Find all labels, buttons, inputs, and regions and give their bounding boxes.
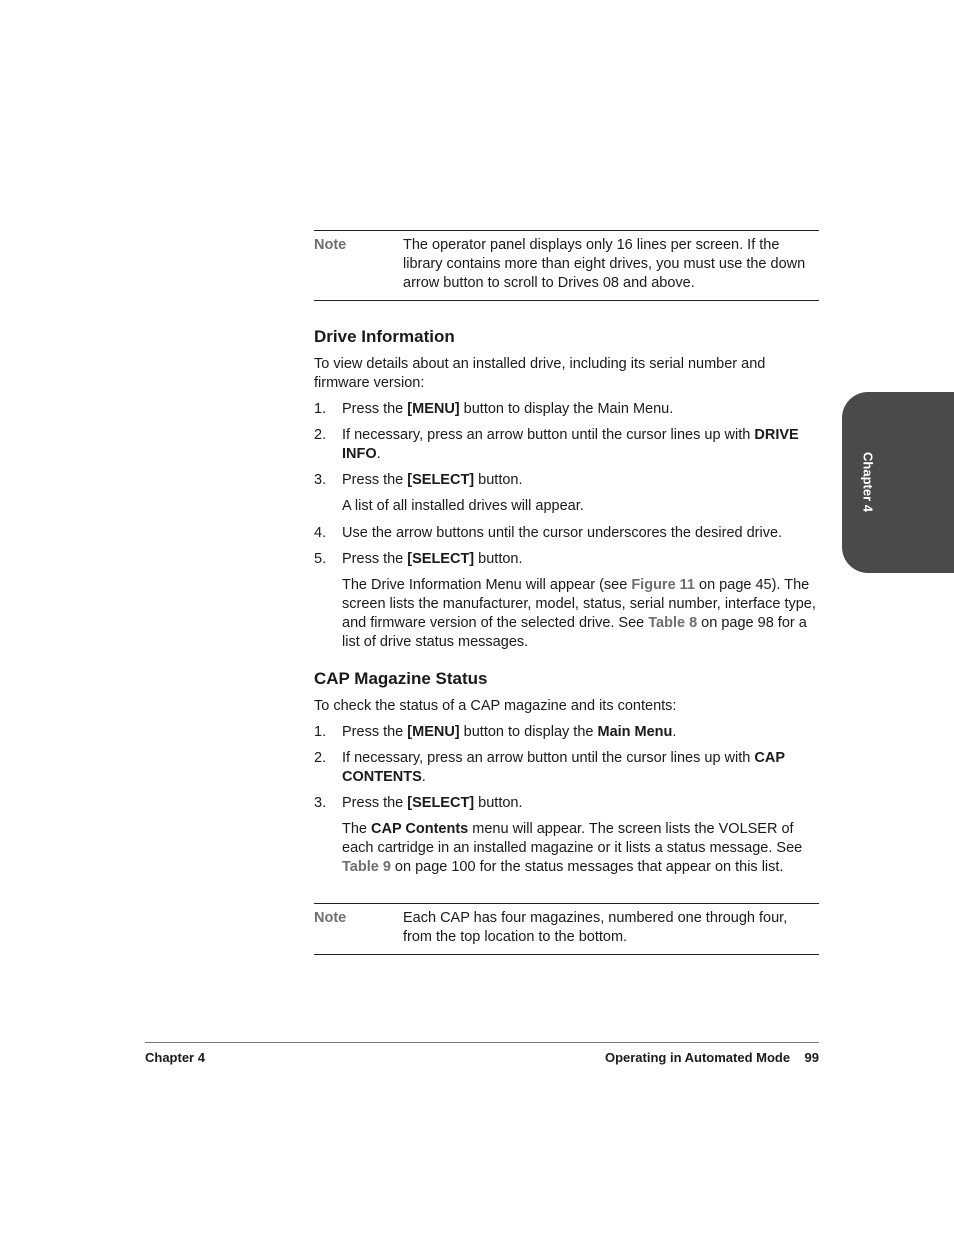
- drive-information-steps: [314, 400, 819, 490]
- list-item: 2. If necessary, press an arrow button until the cursor lines up with CAP CONTENTS.: [314, 750, 785, 785]
- chapter-tab-label: Chapter 4: [860, 452, 876, 512]
- step-result: The CAP Contents menu will appear. The screen lists the VOLSER of each cartridge in an installed magazine or it lists a status message. See Table 9 on page 100 for the status messages that appear on this list.: [342, 821, 803, 875]
- cap-magazine-status-heading: CAP Magazine Status: [314, 669, 488, 688]
- table-link[interactable]: Table 9: [342, 859, 391, 875]
- page-content: [314, 230, 819, 955]
- table-link[interactable]: Table 8: [648, 615, 698, 631]
- figure-link[interactable]: Figure 11: [631, 577, 695, 593]
- note-box-drives: [314, 230, 819, 301]
- note-label: Note: [314, 237, 347, 253]
- list-item: 5. Press the [SELECT] button.: [314, 551, 523, 567]
- drive-information-intro: To view details about an installed drive, including its serial number and firmware version:: [314, 356, 766, 391]
- step-result: The Drive Information Menu will appear (see Figure 11 on page 45). The screen lists the manufacturer, model, status, serial number, interface type, and firmware version of the selected drive. See Table 8 on page 98 for a list of drive status messages.: [342, 577, 816, 650]
- list-item: 3. Press the [SELECT] button.: [314, 795, 523, 811]
- list-item: 1. Press the [MENU] button to display the Main Menu.: [314, 724, 677, 740]
- footer-chapter: Chapter 4: [145, 1050, 205, 1065]
- cap-magazine-steps: [314, 723, 819, 813]
- cap-magazine-intro: To check the status of a CAP magazine and its contents:: [314, 698, 677, 714]
- note-label: Note: [314, 910, 347, 926]
- footer-page-info: Operating in Automated Mode 99: [604, 1050, 819, 1065]
- list-item: 1. Press the [MENU] button to display the Main Menu.: [314, 401, 674, 417]
- note-text: Each CAP has four magazines, numbered one through four, from the top location to the bottom.: [403, 910, 788, 945]
- note-text: The operator panel displays only 16 lines per screen. If the library contains more than eight drives, you must use the down arrow button to scroll to Drives 08 and above.: [403, 237, 806, 291]
- list-item: 4. Use the arrow buttons until the cursor underscores the desired drive.: [314, 525, 783, 541]
- list-item: 2. If necessary, press an arrow button until the cursor lines up with DRIVE INFO.: [314, 427, 799, 462]
- footer-divider: [145, 1042, 819, 1043]
- note-box-cap: [314, 903, 819, 955]
- drive-information-heading: Drive Information: [314, 327, 455, 346]
- step-result: A list of all installed drives will appear.: [342, 498, 584, 514]
- list-item: 3. Press the [SELECT] button.: [314, 472, 523, 488]
